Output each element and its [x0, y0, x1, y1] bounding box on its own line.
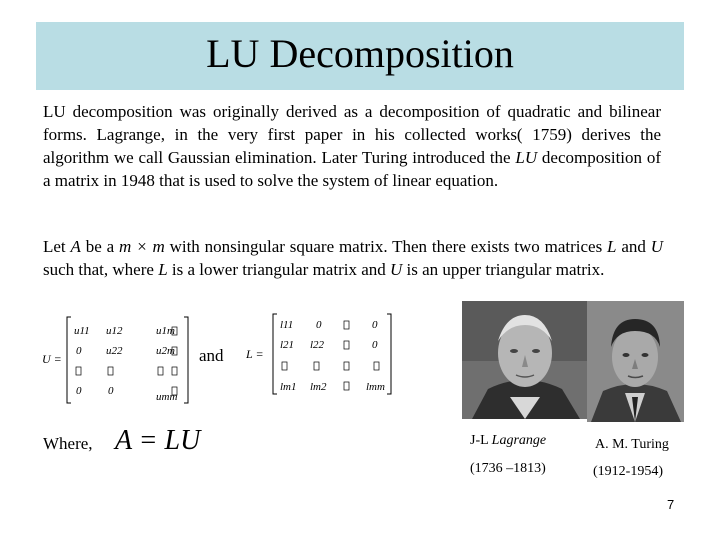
lagrange-portrait [462, 301, 588, 419]
paragraph-history [43, 100, 661, 192]
text-run: such that, where [43, 260, 159, 279]
matrix-cell: 0 [372, 339, 378, 351]
matrix-cell: l21 [280, 339, 295, 351]
text-run-italic: L [158, 260, 168, 279]
placeholder-box [76, 367, 81, 375]
matrix-cell: u2m [156, 345, 175, 357]
turing-portrait [587, 301, 684, 422]
bracket-right [387, 314, 391, 394]
placeholder-box [282, 362, 287, 370]
lagrange-name: Lagrange [491, 433, 547, 448]
matrix-cell: 0 [316, 319, 322, 331]
text-run: LU decomposition was originally derived as a decomposition of quadratic and bilinear forms. Lagrange, in the very first paper in his collected works( 1759) derives the algorithm we call Gaussian elimination. Later Turing introduced the [43, 102, 661, 167]
slide-title: LU Decomposition [206, 31, 514, 76]
matrix-cell: u1m [156, 325, 175, 337]
text-run-italic: m × m [119, 237, 165, 256]
placeholder-box [344, 341, 349, 349]
matrix-u-label: U = [42, 352, 62, 366]
bracket-left [273, 314, 277, 394]
matrix-cell: lmm [366, 381, 385, 393]
equation-a-equals-lu: A = LU [115, 425, 201, 456]
bracket-left [67, 317, 71, 403]
text-run: and [616, 237, 651, 256]
text-run: Let [43, 237, 71, 256]
matrix-cell: 0 [76, 385, 82, 397]
and-text: and [199, 346, 224, 365]
matrix-l-label: L = [246, 347, 264, 361]
matrix-cell: l22 [310, 339, 325, 351]
matrix-u [42, 314, 192, 406]
placeholder-box [314, 362, 319, 370]
title-bar [36, 22, 684, 90]
text-run: be a [80, 237, 120, 256]
matrix-l [246, 312, 396, 396]
matrix-cell: u11 [74, 325, 90, 337]
placeholder-box [158, 367, 163, 375]
lagrange-prefix: J-L [470, 433, 492, 448]
matrix-cell: lm1 [280, 381, 297, 393]
bracket-right [184, 317, 188, 403]
placeholder-box [344, 362, 349, 370]
matrix-cell: 0 [76, 345, 82, 357]
page-number: 7 [667, 497, 675, 512]
text-run-italic: L [607, 237, 617, 256]
placeholder-box [172, 367, 177, 375]
text-run-italic: LU [515, 148, 538, 167]
text-run: decomposition of a matrix in 1948 that is used to solve the system of linear equation. [43, 148, 661, 190]
matrix-cell: l11 [280, 319, 294, 331]
matrix-cell: u22 [106, 345, 123, 357]
text-run-italic: A [70, 237, 81, 256]
text-run-italic: U [650, 237, 664, 256]
turing-name: A. M. Turing [595, 437, 669, 452]
placeholder-box [108, 367, 113, 375]
where-label: Where, [43, 434, 93, 453]
text-run: with nonsingular square matrix. Then there exists two matrices [164, 237, 608, 256]
matrix-cell: lm2 [310, 381, 327, 393]
placeholder-box [374, 362, 379, 370]
matrix-cell: umm [156, 391, 178, 403]
matrix-cell: u12 [106, 325, 123, 337]
matrix-cell: 0 [108, 385, 114, 397]
lagrange-years: (1736 –1813) [470, 461, 546, 476]
turing-years: (1912-1954) [593, 464, 663, 479]
matrix-cell: 0 [372, 319, 378, 331]
text-run: is a lower triangular matrix and [167, 260, 391, 279]
text-run-italic: U [390, 260, 403, 279]
placeholder-box [344, 382, 349, 390]
placeholder-box [344, 321, 349, 329]
paragraph-definition [43, 235, 663, 281]
lagrange-caption [470, 433, 546, 449]
text-run: is an upper triangular matrix. [402, 260, 605, 279]
